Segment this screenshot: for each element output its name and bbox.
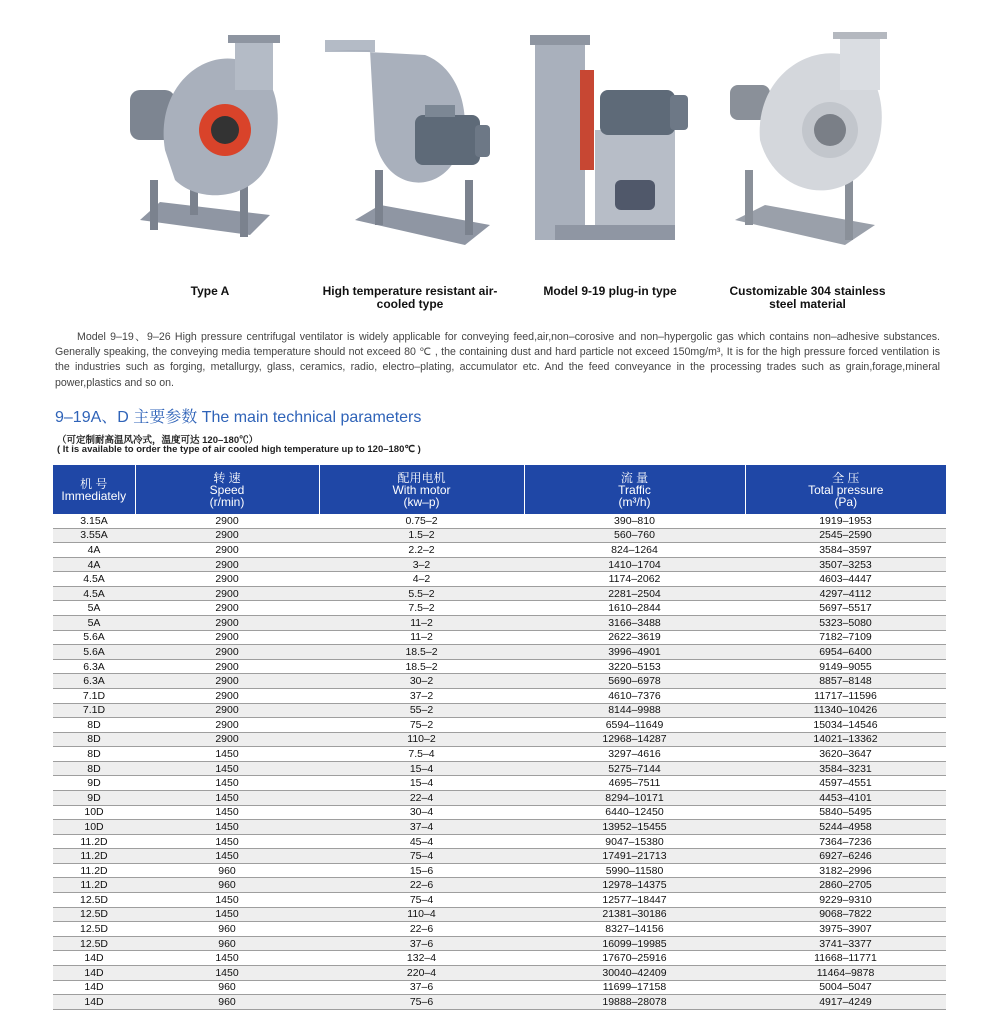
model-cell: 8D bbox=[53, 761, 135, 776]
fan-air-cooled-image bbox=[315, 30, 505, 260]
motor-cell: 110–2 bbox=[319, 732, 524, 747]
traffic-cell: 5990–11580 bbox=[524, 863, 745, 878]
model-cell: 6.3A bbox=[53, 659, 135, 674]
section-title: 9–19A、D 主要参数 The main technical parameters bbox=[55, 409, 422, 426]
pressure-cell: 2545–2590 bbox=[745, 528, 946, 543]
motor-cell: 22–6 bbox=[319, 878, 524, 893]
model-cell: 4A bbox=[53, 557, 135, 572]
table-row bbox=[53, 805, 946, 820]
speed-cell: 2900 bbox=[135, 528, 319, 543]
description-paragraph: Model 9–19、9–26 High pressure centrifugal ventilator is widely applicable for conveying feed,air,non–corosive and non–hypergolic gas which contains non–adhesive substances. Generally speaking, the conveying media temperature should not exceed 80 ℃ , the containing dust and hard particle not exceed 150mg/m³, It is for the high pressure forced ventilation is the industries such as forging, metallurgy, glass, ceramics, radio, electro–plating, accumulator etc. And the feed conveyance in the processing trades such as grain,forage,mineral power,plastics and so on. bbox=[55, 331, 940, 389]
model-cell: 12.5D bbox=[53, 922, 135, 937]
motor-cell: 15–6 bbox=[319, 863, 524, 878]
pressure-cell: 3741–3377 bbox=[745, 936, 946, 951]
speed-cell: 2900 bbox=[135, 732, 319, 747]
motor-cell: 15–4 bbox=[319, 761, 524, 776]
speed-cell: 2900 bbox=[135, 616, 319, 631]
header-pressure: 全 压 Total pressure (Pa) bbox=[745, 465, 946, 514]
header-speed: 转 速 Speed (r/min) bbox=[135, 465, 319, 514]
table-body bbox=[53, 514, 946, 1009]
speed-cell: 2900 bbox=[135, 572, 319, 587]
table-row bbox=[53, 790, 946, 805]
model-cell: 11.2D bbox=[53, 863, 135, 878]
motor-cell: 37–4 bbox=[319, 820, 524, 835]
model-cell: 14D bbox=[53, 995, 135, 1010]
pressure-cell: 9149–9055 bbox=[745, 659, 946, 674]
table-row bbox=[53, 543, 946, 558]
speed-cell: 1450 bbox=[135, 849, 319, 864]
speed-cell: 2900 bbox=[135, 543, 319, 558]
speed-cell: 2900 bbox=[135, 645, 319, 660]
motor-cell: 132–4 bbox=[319, 951, 524, 966]
traffic-cell: 824–1264 bbox=[524, 543, 745, 558]
product-air-cooled bbox=[315, 0, 505, 320]
table-row bbox=[53, 863, 946, 878]
table-row bbox=[53, 980, 946, 995]
motor-cell: 11–2 bbox=[319, 630, 524, 645]
pressure-cell: 7364–7236 bbox=[745, 834, 946, 849]
table-row bbox=[53, 601, 946, 616]
traffic-cell: 6594–11649 bbox=[524, 718, 745, 733]
motor-cell: 22–6 bbox=[319, 922, 524, 937]
speed-cell: 1450 bbox=[135, 951, 319, 966]
table-row bbox=[53, 718, 946, 733]
product-plug-in bbox=[525, 0, 695, 320]
speed-cell: 2900 bbox=[135, 674, 319, 689]
pressure-cell: 11340–10426 bbox=[745, 703, 946, 718]
traffic-cell: 390–810 bbox=[524, 514, 745, 528]
traffic-cell: 30040–42409 bbox=[524, 965, 745, 980]
model-cell: 9D bbox=[53, 790, 135, 805]
model-cell: 11.2D bbox=[53, 834, 135, 849]
motor-cell: 18.5–2 bbox=[319, 645, 524, 660]
pressure-cell: 3620–3647 bbox=[745, 747, 946, 762]
model-cell: 14D bbox=[53, 980, 135, 995]
model-cell: 8D bbox=[53, 747, 135, 762]
model-cell: 14D bbox=[53, 951, 135, 966]
table-row bbox=[53, 688, 946, 703]
model-cell: 11.2D bbox=[53, 849, 135, 864]
traffic-cell: 17491–21713 bbox=[524, 849, 745, 864]
motor-cell: 45–4 bbox=[319, 834, 524, 849]
pressure-cell: 11668–11771 bbox=[745, 951, 946, 966]
motor-cell: 11–2 bbox=[319, 616, 524, 631]
speed-cell: 2900 bbox=[135, 688, 319, 703]
speed-cell: 960 bbox=[135, 936, 319, 951]
pressure-cell: 2860–2705 bbox=[745, 878, 946, 893]
speed-cell: 2900 bbox=[135, 703, 319, 718]
traffic-cell: 3297–4616 bbox=[524, 747, 745, 762]
model-cell: 8D bbox=[53, 732, 135, 747]
pressure-cell: 5244–4958 bbox=[745, 820, 946, 835]
pressure-cell: 4597–4551 bbox=[745, 776, 946, 791]
model-cell: 5.6A bbox=[53, 645, 135, 660]
motor-cell: 1.5–2 bbox=[319, 528, 524, 543]
traffic-cell: 19888–28078 bbox=[524, 995, 745, 1010]
speed-cell: 960 bbox=[135, 878, 319, 893]
traffic-cell: 16099–19985 bbox=[524, 936, 745, 951]
traffic-cell: 8327–14156 bbox=[524, 922, 745, 937]
traffic-cell: 1174–2062 bbox=[524, 572, 745, 587]
motor-cell: 37–6 bbox=[319, 980, 524, 995]
pressure-cell: 5840–5495 bbox=[745, 805, 946, 820]
model-cell: 10D bbox=[53, 805, 135, 820]
table-row bbox=[53, 557, 946, 572]
table-header-row bbox=[53, 465, 946, 514]
speed-cell: 2900 bbox=[135, 718, 319, 733]
motor-cell: 5.5–2 bbox=[319, 586, 524, 601]
model-cell: 5A bbox=[53, 616, 135, 631]
traffic-cell: 8294–10171 bbox=[524, 790, 745, 805]
speed-cell: 960 bbox=[135, 863, 319, 878]
speed-cell: 2900 bbox=[135, 557, 319, 572]
speed-cell: 2900 bbox=[135, 586, 319, 601]
note-chinese: （可定制耐高温风冷式，温度可达 120–180℃） bbox=[57, 435, 259, 446]
pressure-cell: 3975–3907 bbox=[745, 922, 946, 937]
model-cell: 4.5A bbox=[53, 572, 135, 587]
speed-cell: 2900 bbox=[135, 514, 319, 528]
product-caption: Customizable 304 stainless steel material bbox=[729, 284, 886, 311]
pressure-cell: 4917–4249 bbox=[745, 995, 946, 1010]
model-cell: 3.15A bbox=[53, 514, 135, 528]
model-cell: 12.5D bbox=[53, 893, 135, 908]
pressure-cell: 5697–5517 bbox=[745, 601, 946, 616]
traffic-cell: 3166–3488 bbox=[524, 616, 745, 631]
traffic-cell: 5690–6978 bbox=[524, 674, 745, 689]
speed-cell: 1450 bbox=[135, 805, 319, 820]
motor-cell: 18.5–2 bbox=[319, 659, 524, 674]
model-cell: 7.1D bbox=[53, 688, 135, 703]
motor-cell: 30–4 bbox=[319, 805, 524, 820]
pressure-cell: 11464–9878 bbox=[745, 965, 946, 980]
pressure-cell: 4297–4112 bbox=[745, 586, 946, 601]
table-row bbox=[53, 572, 946, 587]
traffic-cell: 4610–7376 bbox=[524, 688, 745, 703]
pressure-cell: 15034–14546 bbox=[745, 718, 946, 733]
model-cell: 4A bbox=[53, 543, 135, 558]
table-row bbox=[53, 630, 946, 645]
model-cell: 9D bbox=[53, 776, 135, 791]
pressure-cell: 3182–2996 bbox=[745, 863, 946, 878]
pressure-cell: 7182–7109 bbox=[745, 630, 946, 645]
speed-cell: 1450 bbox=[135, 790, 319, 805]
table-row bbox=[53, 586, 946, 601]
table-row bbox=[53, 514, 946, 528]
pressure-cell: 11717–11596 bbox=[745, 688, 946, 703]
speed-cell: 960 bbox=[135, 922, 319, 937]
traffic-cell: 3996–4901 bbox=[524, 645, 745, 660]
motor-cell: 22–4 bbox=[319, 790, 524, 805]
model-cell: 7.1D bbox=[53, 703, 135, 718]
pressure-cell: 9229–9310 bbox=[745, 893, 946, 908]
speed-cell: 1450 bbox=[135, 776, 319, 791]
product-stainless bbox=[715, 0, 900, 320]
parameters-table bbox=[53, 465, 946, 1010]
motor-cell: 110–4 bbox=[319, 907, 524, 922]
table-row bbox=[53, 922, 946, 937]
traffic-cell: 6440–12450 bbox=[524, 805, 745, 820]
motor-cell: 55–2 bbox=[319, 703, 524, 718]
model-cell: 12.5D bbox=[53, 936, 135, 951]
motor-cell: 37–2 bbox=[319, 688, 524, 703]
pressure-cell: 9068–7822 bbox=[745, 907, 946, 922]
pressure-cell: 3507–3253 bbox=[745, 557, 946, 572]
traffic-cell: 2622–3619 bbox=[524, 630, 745, 645]
pressure-cell: 6954–6400 bbox=[745, 645, 946, 660]
traffic-cell: 1610–2844 bbox=[524, 601, 745, 616]
traffic-cell: 560–760 bbox=[524, 528, 745, 543]
header-motor: 配用电机 With motor (kw–p) bbox=[319, 465, 524, 514]
fan-plug-in-image bbox=[525, 30, 695, 260]
table-row bbox=[53, 776, 946, 791]
model-cell: 5.6A bbox=[53, 630, 135, 645]
pressure-cell: 5004–5047 bbox=[745, 980, 946, 995]
pressure-cell: 1919–1953 bbox=[745, 514, 946, 528]
pressure-cell: 6927–6246 bbox=[745, 849, 946, 864]
table-row bbox=[53, 907, 946, 922]
table-row bbox=[53, 747, 946, 762]
product-caption: Type A bbox=[190, 284, 230, 298]
model-cell: 4.5A bbox=[53, 586, 135, 601]
product-caption: Model 9-19 plug-in type bbox=[543, 284, 677, 298]
table-row bbox=[53, 616, 946, 631]
traffic-cell: 12968–14287 bbox=[524, 732, 745, 747]
motor-cell: 4–2 bbox=[319, 572, 524, 587]
pressure-cell: 8857–8148 bbox=[745, 674, 946, 689]
fan-stainless-image bbox=[715, 30, 900, 260]
motor-cell: 30–2 bbox=[319, 674, 524, 689]
product-caption: High temperature resistant air-cooled type bbox=[322, 284, 498, 311]
table-row bbox=[53, 834, 946, 849]
speed-cell: 1450 bbox=[135, 834, 319, 849]
motor-cell: 0.75–2 bbox=[319, 514, 524, 528]
traffic-cell: 9047–15380 bbox=[524, 834, 745, 849]
fan-type-a-image bbox=[120, 30, 300, 260]
speed-cell: 960 bbox=[135, 980, 319, 995]
pressure-cell: 3584–3231 bbox=[745, 761, 946, 776]
table-row bbox=[53, 849, 946, 864]
pressure-cell: 4453–4101 bbox=[745, 790, 946, 805]
model-cell: 12.5D bbox=[53, 907, 135, 922]
motor-cell: 37–6 bbox=[319, 936, 524, 951]
speed-cell: 2900 bbox=[135, 630, 319, 645]
motor-cell: 2.2–2 bbox=[319, 543, 524, 558]
traffic-cell: 11699–17158 bbox=[524, 980, 745, 995]
speed-cell: 1450 bbox=[135, 965, 319, 980]
speed-cell: 1450 bbox=[135, 907, 319, 922]
model-cell: 11.2D bbox=[53, 878, 135, 893]
motor-cell: 15–4 bbox=[319, 776, 524, 791]
table-row bbox=[53, 528, 946, 543]
header-model: 机 号 Immediately bbox=[53, 465, 135, 514]
traffic-cell: 1410–1704 bbox=[524, 557, 745, 572]
table-row bbox=[53, 674, 946, 689]
speed-cell: 1450 bbox=[135, 820, 319, 835]
traffic-cell: 3220–5153 bbox=[524, 659, 745, 674]
motor-cell: 75–4 bbox=[319, 893, 524, 908]
table-row bbox=[53, 951, 946, 966]
motor-cell: 3–2 bbox=[319, 557, 524, 572]
table-row bbox=[53, 645, 946, 660]
product-gallery bbox=[0, 0, 1000, 320]
table-row bbox=[53, 995, 946, 1010]
pressure-cell: 5323–5080 bbox=[745, 616, 946, 631]
model-cell: 10D bbox=[53, 820, 135, 835]
table-row bbox=[53, 703, 946, 718]
table-row bbox=[53, 659, 946, 674]
traffic-cell: 17670–25916 bbox=[524, 951, 745, 966]
table-row bbox=[53, 936, 946, 951]
speed-cell: 960 bbox=[135, 995, 319, 1010]
speed-cell: 1450 bbox=[135, 761, 319, 776]
traffic-cell: 2281–2504 bbox=[524, 586, 745, 601]
traffic-cell: 5275–7144 bbox=[524, 761, 745, 776]
note-english: ( It is available to order the type of air cooled high temperature up to 120–180℃ ) bbox=[57, 444, 421, 455]
pressure-cell: 3584–3597 bbox=[745, 543, 946, 558]
motor-cell: 220–4 bbox=[319, 965, 524, 980]
table-row bbox=[53, 878, 946, 893]
motor-cell: 75–4 bbox=[319, 849, 524, 864]
pressure-cell: 14021–13362 bbox=[745, 732, 946, 747]
header-traffic: 流 量 Traffic (m³/h) bbox=[524, 465, 745, 514]
motor-cell: 75–2 bbox=[319, 718, 524, 733]
table-row bbox=[53, 820, 946, 835]
model-cell: 14D bbox=[53, 965, 135, 980]
traffic-cell: 21381–30186 bbox=[524, 907, 745, 922]
motor-cell: 7.5–2 bbox=[319, 601, 524, 616]
motor-cell: 75–6 bbox=[319, 995, 524, 1010]
product-type-a bbox=[120, 0, 300, 320]
traffic-cell: 12978–14375 bbox=[524, 878, 745, 893]
speed-cell: 2900 bbox=[135, 659, 319, 674]
model-cell: 8D bbox=[53, 718, 135, 733]
pressure-cell: 4603–4447 bbox=[745, 572, 946, 587]
traffic-cell: 8144–9988 bbox=[524, 703, 745, 718]
speed-cell: 1450 bbox=[135, 893, 319, 908]
table-row bbox=[53, 761, 946, 776]
model-cell: 6.3A bbox=[53, 674, 135, 689]
table-row bbox=[53, 965, 946, 980]
traffic-cell: 13952–15455 bbox=[524, 820, 745, 835]
speed-cell: 2900 bbox=[135, 601, 319, 616]
model-cell: 3.55A bbox=[53, 528, 135, 543]
table-row bbox=[53, 893, 946, 908]
motor-cell: 7.5–4 bbox=[319, 747, 524, 762]
traffic-cell: 12577–18447 bbox=[524, 893, 745, 908]
traffic-cell: 4695–7511 bbox=[524, 776, 745, 791]
speed-cell: 1450 bbox=[135, 747, 319, 762]
table-row bbox=[53, 732, 946, 747]
model-cell: 5A bbox=[53, 601, 135, 616]
